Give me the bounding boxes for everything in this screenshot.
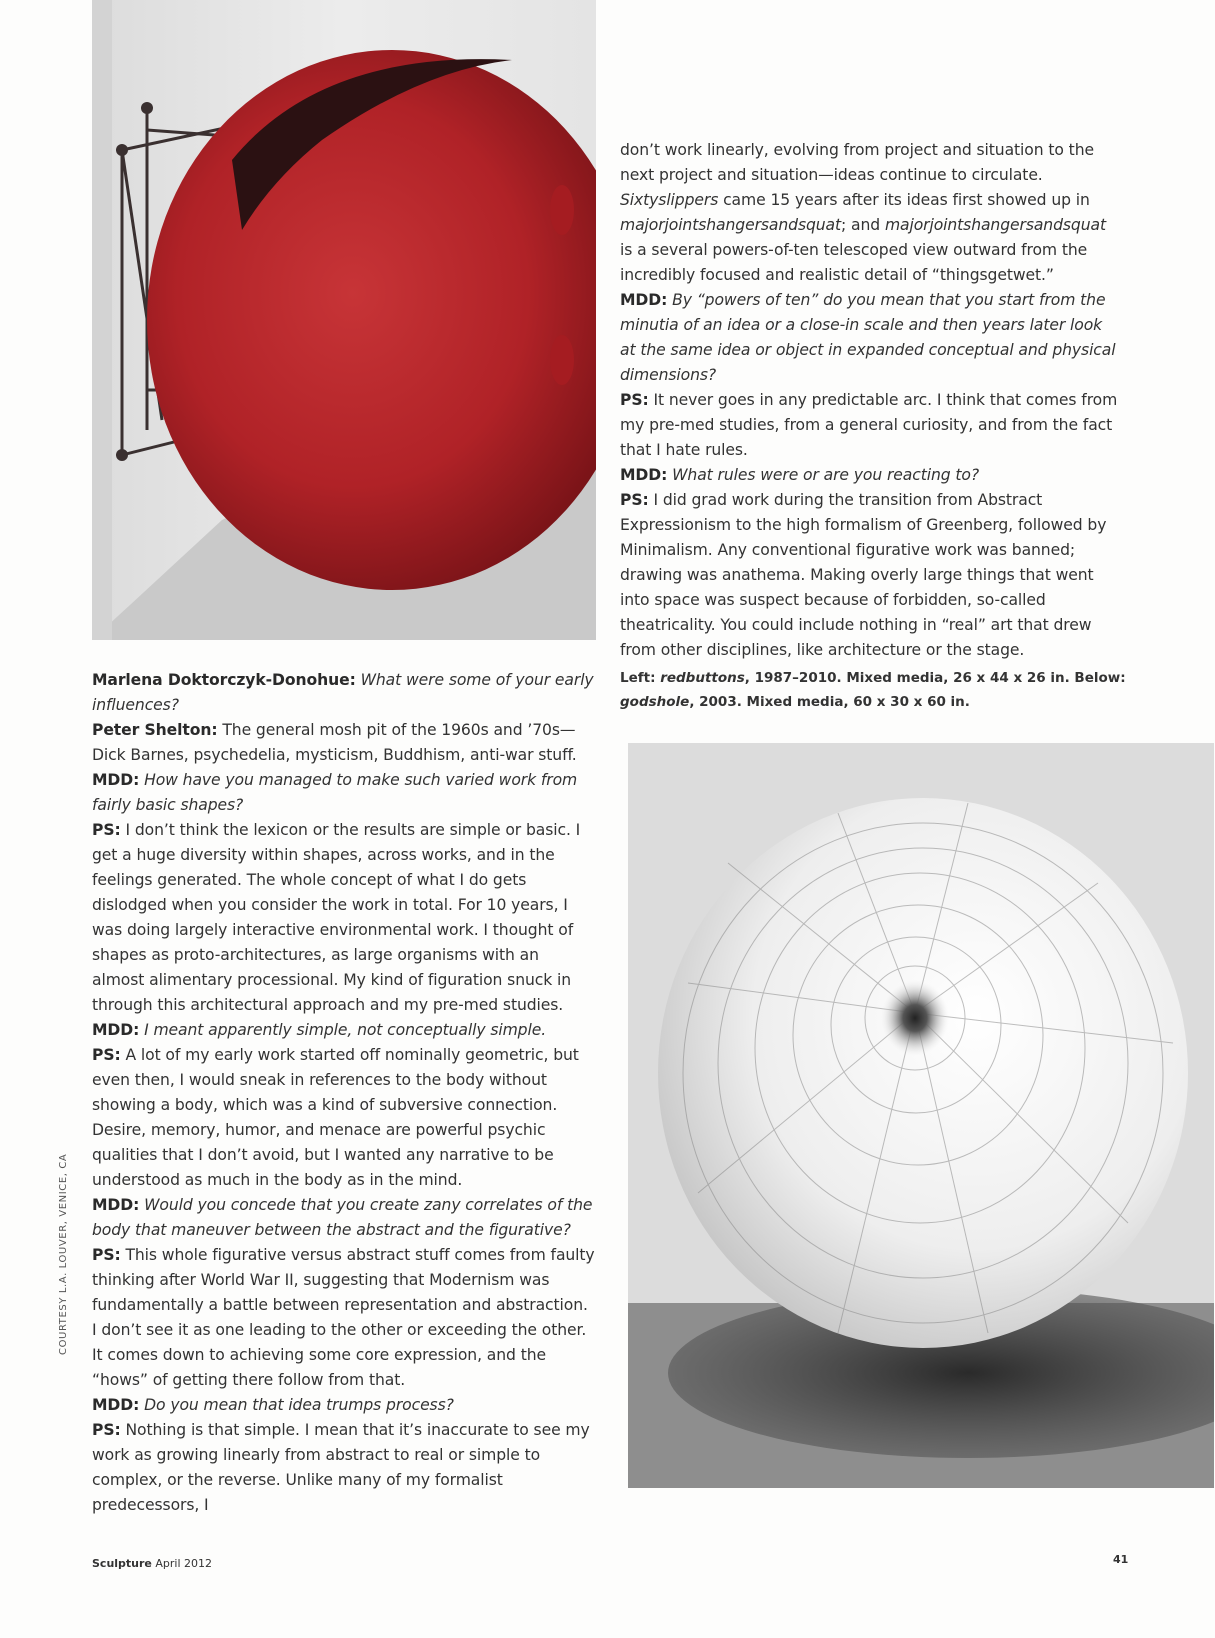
question [92,1018,595,1043]
answer [620,388,1120,463]
question [92,1193,595,1243]
speaker-label: MDD: [92,1196,140,1214]
question-text: Do you mean that idea trumps process? [144,1396,454,1414]
caption-label: Left: [620,670,661,686]
speaker-label: PS: [92,821,121,839]
magazine-name: Sculpture [92,1557,152,1570]
question [92,1393,595,1418]
caption-text: , 1987–2010. Mixed media, 26 x 44 x 26 in. Below: [744,670,1126,686]
speaker-label: MDD: [620,291,668,309]
answer [92,718,595,768]
answer-text: This whole figurative versus abstract stuff comes from faulty thinking after World War II, suggesting that Modernism was fundamentally a battle between representation and abstraction. I don’t see it as one leading to the other or exceeding the other. It comes down to achieving some core expression, and the “hows” of getting there follow from that. [92,1246,595,1389]
speaker-label: PS: [92,1421,121,1439]
answer [92,818,595,1018]
question-text: What were some of your early influences? [92,671,594,714]
speaker-label: Marlena Doktorczyk-Donohue: [92,671,356,689]
right-text-column [620,138,1120,663]
answer-text: It never goes in any predictable arc. I think that comes from my pre-med studies, from a general curiosity, and from the fact that I hate rules. [620,391,1118,459]
left-text-column [92,668,595,1518]
question-text: How have you managed to make such varied work from fairly basic shapes? [92,771,578,814]
answer-text: Nothing is that simple. I mean that it’s inaccurate to see my work as growing linearly from abstract to real or simple to complex, or the reverse. Unlike many of my formalist predecessors, I [92,1421,590,1514]
speaker-label: PS: [92,1046,121,1064]
footer-magazine [92,1557,212,1570]
answer-text: I don’t think the lexicon or the results are simple or basic. I get a huge diversity within shapes, across works, and in the feelings generated. The whole concept of what I do gets dislodged when you consider the work in total. For 10 years, I was doing largely interactive environmental work. I thought of shapes as proto-architectures, as large organisms with an almost alimentary processional. My kind of figuration snuck in through this architectural approach and my pre-med studies. [92,821,581,1014]
redbuttons-photo [92,0,596,640]
question [620,463,1120,488]
text: don’t work linearly, evolving from project and situation to the next project and situation—ideas continue to circulate. [620,141,1094,184]
answer [620,488,1120,663]
question-text: Would you concede that you create zany correlates of the body that maneuver between the abstract and the figurative? [92,1196,593,1239]
answer-text: The general mosh pit of the 1960s and ’70s—Dick Barnes, psychedelia, mysticism, Buddhism, anti-war stuff. [92,721,577,764]
artwork-title: Sixtyslippers [620,191,719,209]
answer [92,1043,595,1193]
godshole-photo [628,743,1214,1488]
question [92,768,595,818]
question-text: By “powers of ten” do you mean that you start from the minutia of an idea or a close-in scale and then years later look at the same idea or object in expanded conceptual and physical dimensions? [620,291,1116,384]
speaker-label: PS: [92,1246,121,1264]
speaker-label: MDD: [92,771,140,789]
answer [92,1243,595,1393]
speaker-label: PS: [620,391,649,409]
question [620,288,1120,388]
text: came 15 years after its ideas first showed up in [718,191,1090,209]
artwork-title: redbuttons [660,670,745,686]
answer-text: I did grad work during the transition from Abstract Expressionism to the high formalism of Greenberg, followed by Minimalism. Any conventional figurative work was banned; drawing was anathema. Making overly large things that went into space was suspect because of forbidden, so-called theatricality. You could include nothing in “real” art that drew from other disciplines, like architecture or the stage. [620,491,1107,659]
paragraph [620,138,1120,288]
text: ; and [841,216,885,234]
text: is a several powers-of-ten telescoped view outward from the incredibly focused and realistic detail of “thingsgetwet.” [620,241,1088,284]
answer-text: A lot of my early work started off nominally geometric, but even then, I would sneak in references to the body without showing a body, which was a kind of subversive connection. Desire, memory, humor, and menace are powerful psychic qualities that I don’t avoid, but I wanted any narrative to be understood as much in the body as in the mind. [92,1046,579,1189]
speaker-label: MDD: [92,1021,140,1039]
artwork-title: majorjointshangersandsquat [620,216,842,234]
caption-text: , 2003. Mixed media, 60 x 30 x 60 in. [689,694,970,710]
question-text: I meant apparently simple, not conceptually simple. [144,1021,547,1039]
speaker-label: PS: [620,491,649,509]
speaker-label: MDD: [92,1396,140,1414]
photo-credit: COURTESY L.A. LOUVER, VENICE, CA [58,1153,69,1355]
image-caption [620,666,1140,714]
issue-date: April 2012 [155,1557,213,1570]
speaker-label: MDD: [620,466,668,484]
speaker-label: Peter Shelton: [92,721,218,739]
answer [92,1418,595,1518]
page-number: 41 [1113,1553,1129,1566]
question [92,668,595,718]
artwork-title: majorjointshangersandsquat [884,216,1106,234]
question-text: What rules were or are you reacting to? [672,466,980,484]
artwork-title: godshole [620,694,690,710]
